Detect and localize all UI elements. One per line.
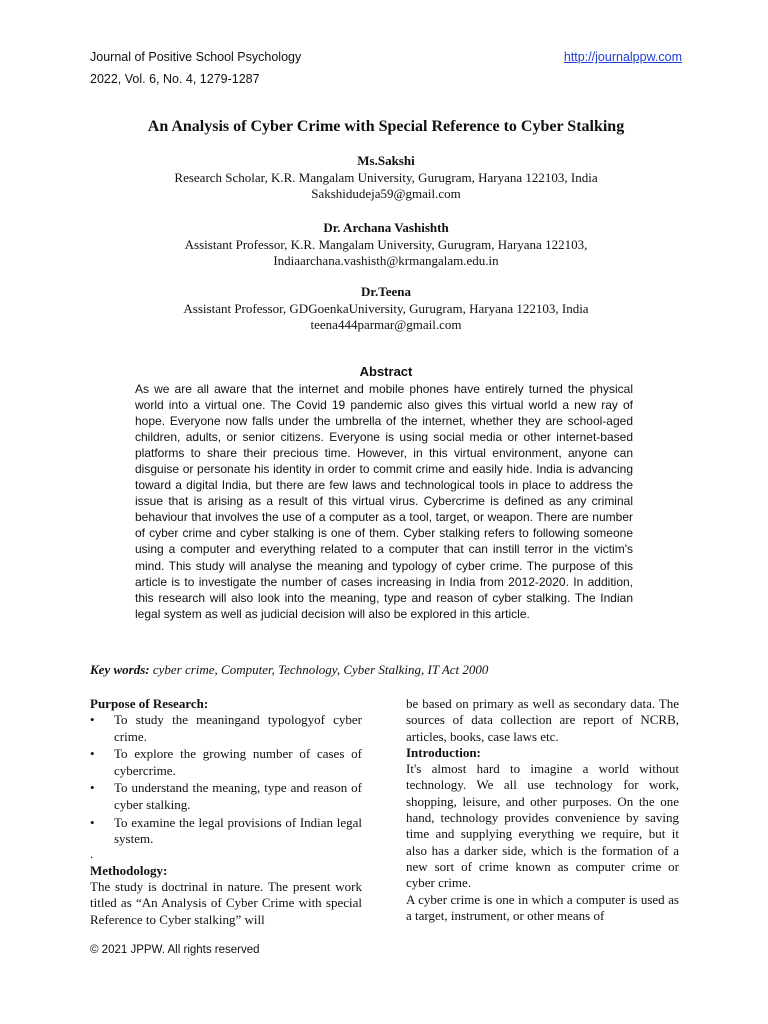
list-item-text: To examine the legal provisions of Indian legal system.	[114, 814, 362, 846]
author-affiliation: Assistant Professor, GDGoenkaUniversity, Gurugram, Haryana 122103, India	[183, 300, 589, 316]
introduction-heading: Introduction:	[406, 744, 481, 760]
list-item-text: To understand the meaning, type and reason of cyber stalking.	[114, 780, 362, 812]
list-item-text: To study the meaningand typologyof cyber crime.	[114, 712, 362, 744]
list-item	[90, 815, 362, 848]
author-email: Sakshidudeja59@gmail.com	[311, 186, 461, 201]
introduction-paragraph-1: It's almost hard to imagine a world without technology. We all use technology for work, shopping, leisure, and other purposes. On the one hand, technology provides convenience by saving time and supplying everything we require, but it also has a darker side, which is the formation of a new sort of crime known as computer crime or cyber crime.	[406, 761, 679, 891]
journal-header	[90, 46, 682, 90]
author-name: Ms.Sakshi	[357, 153, 415, 168]
keywords-text: cyber crime, Computer, Technology, Cyber Stalking, IT Act 2000	[152, 662, 489, 677]
bullet-icon: •	[90, 780, 95, 796]
author-block-2	[90, 220, 682, 270]
methodology-heading: Methodology:	[90, 862, 168, 878]
list-item	[90, 712, 362, 745]
list-item	[90, 780, 362, 813]
introduction-paragraph-2: A cyber crime is one in which a computer is used as a target, instrument, or other means of	[406, 891, 679, 923]
journal-issue: 2022, Vol. 6, No. 4, 1279-1287	[90, 72, 260, 86]
bullet-icon: •	[90, 746, 95, 762]
page-footer: © 2021 JPPW. All rights reserved	[90, 944, 260, 956]
author-name: Dr. Archana Vashishth	[323, 220, 449, 235]
list-item-text: To explore the growing number of cases of cybercrime.	[114, 746, 362, 778]
bullet-icon: •	[90, 712, 95, 728]
left-column	[90, 696, 362, 928]
methodology-continued: be based on primary as well as secondary data. The sources of data collection are report of NCRB, articles, books, case laws etc.	[406, 696, 679, 744]
author-name: Dr.Teena	[361, 284, 411, 299]
author-block-3	[90, 284, 682, 334]
author-email: Indiaarchana.vashisth@krmangalam.edu.in	[273, 253, 499, 268]
paper-title: An Analysis of Cyber Crime with Special Reference to Cyber Stalking	[147, 118, 625, 135]
purpose-heading: Purpose of Research:	[90, 696, 209, 711]
author-affiliation: Research Scholar, K.R. Mangalam University, Gurugram, Haryana 122103, India	[174, 169, 598, 185]
author-block-1	[90, 153, 682, 203]
purpose-list	[90, 712, 362, 847]
stray-mark: .	[90, 845, 94, 861]
author-email: teena444parmar@gmail.com	[310, 317, 462, 332]
list-item	[90, 746, 362, 779]
keywords	[90, 662, 690, 678]
methodology-body: The study is doctrinal in nature. The present work titled as “An Analysis of Cyber Crime with special Reference to Cyber stalking” will	[90, 878, 362, 927]
journal-name: Journal of Positive School Psychology	[90, 50, 302, 64]
abstract-heading: Abstract	[359, 364, 413, 379]
journal-url-link[interactable]: http://journalppw.com	[563, 50, 682, 64]
bullet-icon: •	[90, 814, 95, 830]
abstract-body: As we are all aware that the internet and mobile phones have entirely turned the physical world into a virtual one. The Covid 19 pandemic also gives this virtual world a new ray of hope. Everyone now falls under the umbrella of the internet, whether they are school-aged children, adults, or senior citizens. Everyone is using social media or other internet-based platforms to share their precious time. However, in this virtual environment, anyone can disguise or personate his identity in order to commit crime and easily hide. India is advancing toward a digital India, but there are few laws and technological tools in place to address the issue that is arising as a result of this virtual virus. Cybercrime is defined as any criminal behaviour that involves the use of a computer as a tool, target, or weapon. There are number of cyber crime and cyber stalking is one of them. Cyber stalking refers to following someone using a computer and everything related to a computer that can instill terror in the victim's mind. This study will analyse the meaning and typology of cyber crime. The purpose of this article is to investigate the number of cases increasing in India from 2012-2020. In addition, this research will also look into the meaning, type and reason of cyber stalking. The Indian legal system as well as judicial decision will also be explored in this article.	[135, 382, 633, 621]
keywords-label: Key words:	[90, 662, 150, 677]
right-column	[406, 696, 679, 924]
author-affiliation: Assistant Professor, K.R. Mangalam University, Gurugram, Haryana 122103,	[184, 236, 588, 252]
